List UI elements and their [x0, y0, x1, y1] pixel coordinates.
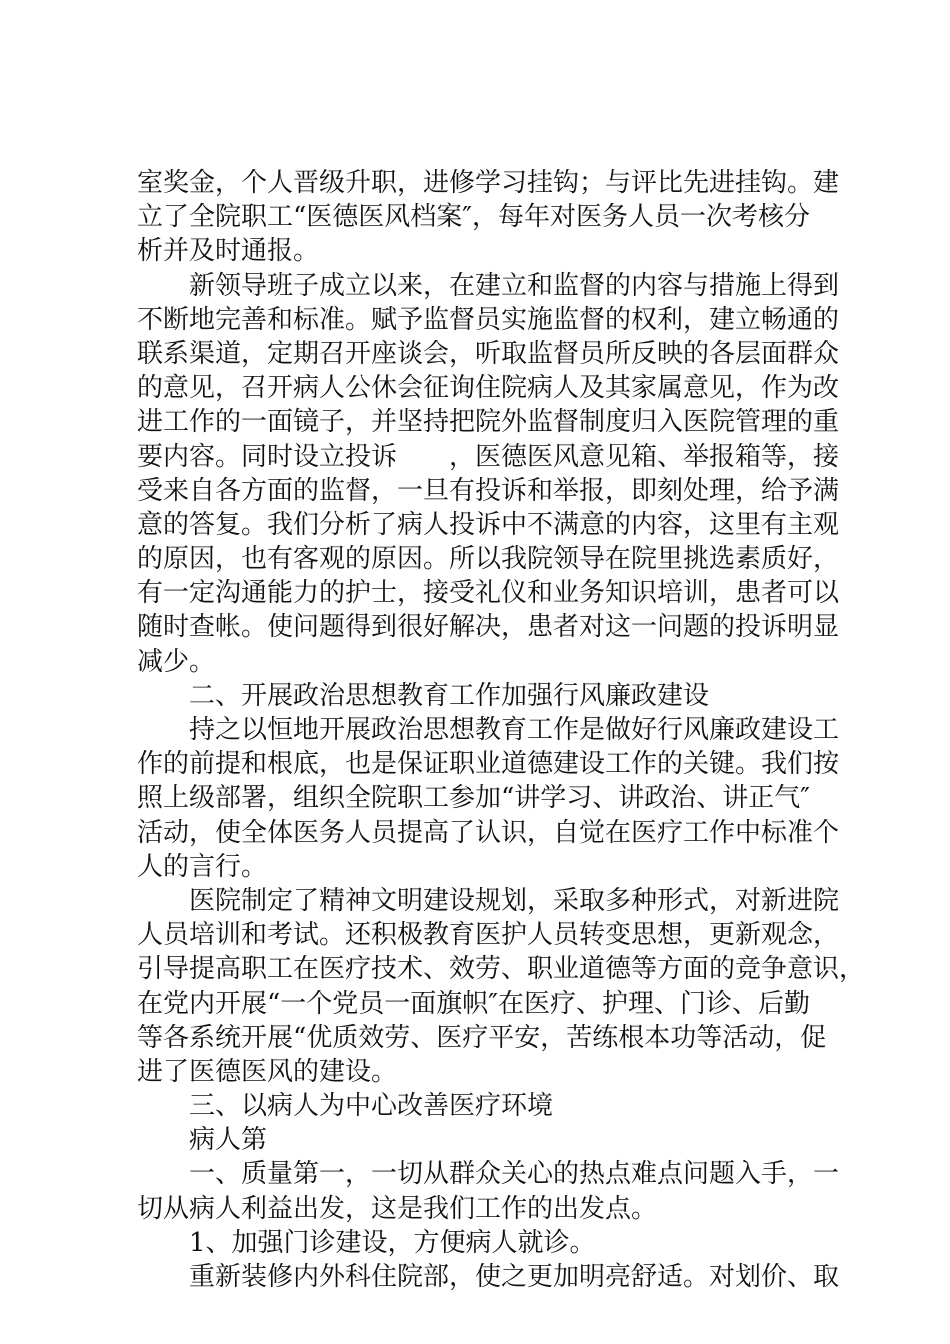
text-line: 进了医德医风的建设。	[137, 1056, 398, 1087]
text-line: 受来自各方面的监督，一旦有投诉和举报，即刻处理，给予满	[137, 475, 840, 506]
text-line: 的意见，召开病人公休会征询住院病人及其家属意见，作为改	[137, 373, 840, 404]
paragraph-start: 持之以恒地开展政治思想教育工作是做好行风廉政建设工	[189, 715, 840, 745]
text-line: 照上级部署，组织全院职工参加“讲学习、讲政治、讲正气″	[137, 783, 811, 814]
text-line: 引导提高职工在医疗技术、效劳、职业道德等方面的竞争意识，	[137, 954, 866, 985]
paragraph-start: 病人第	[189, 1125, 268, 1156]
text-line: 联系渠道，定期召开座谈会，听取监督员所反映的各层面群众	[137, 338, 840, 369]
paragraph-start: 重新装修内外科住院部，使之更加明亮舒适。对划价、取	[189, 1262, 840, 1292]
body-text	[137, 166, 866, 1294]
paragraph-start: 医院制定了精神文明建设规划，采取多种形式，对新进院	[189, 885, 840, 916]
text-line: 意的答复。我们分析了病人投诉中不满意的内容，这里有主观	[137, 509, 840, 540]
text-line: 要内容。同时设立投诉 ，医德医风意见箱、举报箱等，接	[137, 441, 840, 472]
text-line: 进工作的一面镜子，并坚持把院外监督制度归入医院管理的重	[137, 407, 840, 438]
text-line: 人的言行。	[137, 851, 268, 882]
text-line: 析并及时通报。	[137, 236, 320, 267]
text-line: 作的前提和根底，也是保证职业道德建设工作的关键。我们按	[137, 749, 840, 780]
text-line: 有一定沟通能力的护士，接受礼仪和业务知识培训，患者可以	[137, 578, 840, 609]
text-line: 不断地完善和标准。赋予监督员实施监督的权利，建立畅通的	[137, 304, 840, 335]
text-line: 室奖金，个人晋级升职，进修学习挂钩；与评比先进挂钩。建	[137, 168, 840, 198]
text-line: 的原因，也有客观的原因。所以我院领导在院里挑选素质好，	[137, 544, 840, 575]
text-line: 活动，使全体医务人员提高了认识，自觉在医疗工作中标准个	[137, 817, 840, 848]
section-heading: 三、以病人为中心改善医疗环境	[189, 1091, 554, 1122]
section-heading: 二、开展政治思想教育工作加强行风廉政建设	[189, 680, 710, 711]
paragraph-start: 一、质量第一，一切从群众关心的热点难点问题入手，一	[189, 1159, 840, 1190]
text-line: 人员培训和考试。还积极教育医护人员转变思想，更新观念，	[137, 920, 840, 951]
text-line: 在党内开展“一个党员一面旗帜″在医疗、护理、门诊、后勤	[137, 988, 811, 1019]
text-line: 切从病人利益出发，这是我们工作的出发点。	[137, 1193, 658, 1224]
paragraph-start: 1、加强门诊建设，方便病人就诊。	[189, 1227, 596, 1258]
text-line: 减少。	[137, 646, 216, 677]
text-line: 立了全院职工“医德医风档案″，每年对医务人员一次考核分	[137, 202, 811, 233]
paragraph-start: 新领导班子成立以来，在建立和监督的内容与措施上得到	[189, 270, 840, 301]
text-line: 随时查帐。使问题得到很好解决，患者对这一问题的投诉明显	[137, 612, 840, 643]
text-line: 等各系统开展“优质效劳、医疗平安，苦练根本功等活动，促	[137, 1022, 827, 1053]
